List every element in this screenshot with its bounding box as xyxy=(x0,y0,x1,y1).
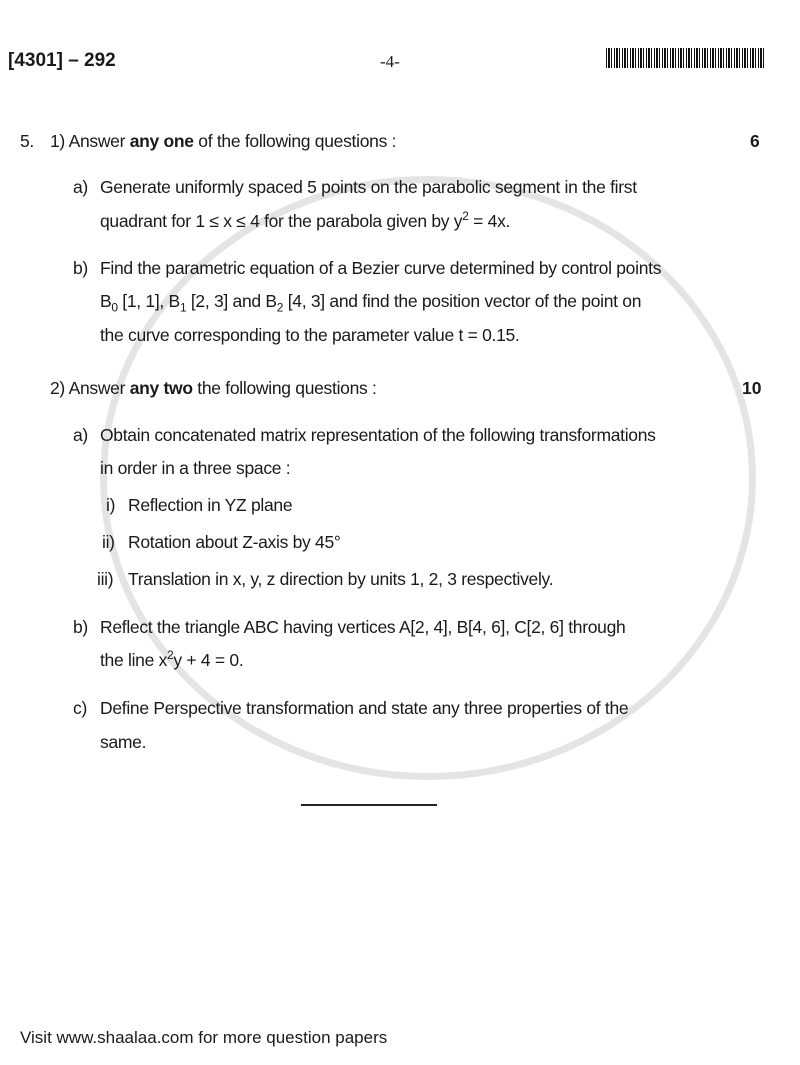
q-text: Obtain concatenated matrix representation of the following transformations xyxy=(100,425,656,445)
part1-pre: Answer xyxy=(68,131,130,151)
q-label: b) xyxy=(73,617,88,637)
part2-marks: 10 xyxy=(742,378,762,398)
paper-code: [4301] – 292 xyxy=(8,50,116,71)
text: = 4x. xyxy=(468,211,511,231)
q-text: Generate uniformly spaced 5 points on the parabolic segment in the first xyxy=(100,177,637,197)
part2-bold: any two xyxy=(129,378,193,398)
subscript: 2 xyxy=(276,300,284,315)
text: B xyxy=(100,291,112,311)
q-text: Find the parametric equation of a Bezier curve determined by control points xyxy=(100,258,662,278)
item-label: ii) xyxy=(102,532,115,552)
part2-label: 2) xyxy=(50,378,65,398)
part1-heading xyxy=(50,131,396,152)
subscript: 1 xyxy=(179,300,187,315)
text: [1, 1], B xyxy=(117,291,180,311)
end-rule xyxy=(301,804,437,806)
item-label: iii) xyxy=(97,569,114,589)
q-text: the curve corresponding to the parameter value t = 0.15. xyxy=(100,325,520,345)
text: the line x xyxy=(100,650,168,670)
q-label: a) xyxy=(73,425,88,445)
part2-heading xyxy=(50,378,377,399)
part2-pre: Answer xyxy=(68,378,130,398)
q-text xyxy=(100,291,642,315)
question-number: 5. xyxy=(20,131,34,151)
text: y + 4 = 0. xyxy=(173,650,244,670)
text: [4, 3] and find the position vector of the point on xyxy=(283,291,642,311)
q-label: c) xyxy=(73,698,87,718)
footer-link[interactable]: Visit www.shaalaa.com for more question papers xyxy=(20,1028,388,1047)
superscript: 2 xyxy=(167,648,174,663)
q-text: Define Perspective transformation and state any three properties of the xyxy=(100,698,629,718)
part1-marks: 6 xyxy=(750,131,760,151)
text: quadrant for 1 ≤ x ≤ 4 for the parabola given by y xyxy=(100,211,463,231)
barcode xyxy=(606,48,766,68)
item-text: Translation in x, y, z direction by units 1, 2, 3 respectively. xyxy=(128,569,554,589)
superscript: 2 xyxy=(462,209,469,224)
item-text: Rotation about Z-axis by 45° xyxy=(128,532,341,552)
q-text: same. xyxy=(100,732,147,752)
q-label: b) xyxy=(73,258,88,278)
q-label: a) xyxy=(73,177,88,197)
item-text: Reflection in YZ plane xyxy=(128,495,293,515)
q-text: in order in a three space : xyxy=(100,458,291,478)
item-label: i) xyxy=(106,495,116,515)
q-text xyxy=(100,211,510,232)
q-text xyxy=(100,650,243,671)
part1-bold: any one xyxy=(129,131,194,151)
subscript: 0 xyxy=(111,300,118,315)
part2-post: the following questions : xyxy=(192,378,377,398)
part1-post: of the following questions : xyxy=(193,131,397,151)
text: [2, 3] and B xyxy=(186,291,277,311)
part1-label: 1) xyxy=(50,131,65,151)
page-number: -4- xyxy=(380,52,400,71)
q-text: Reflect the triangle ABC having vertices A[2, 4], B[4, 6], C[2, 6] through xyxy=(100,617,626,637)
